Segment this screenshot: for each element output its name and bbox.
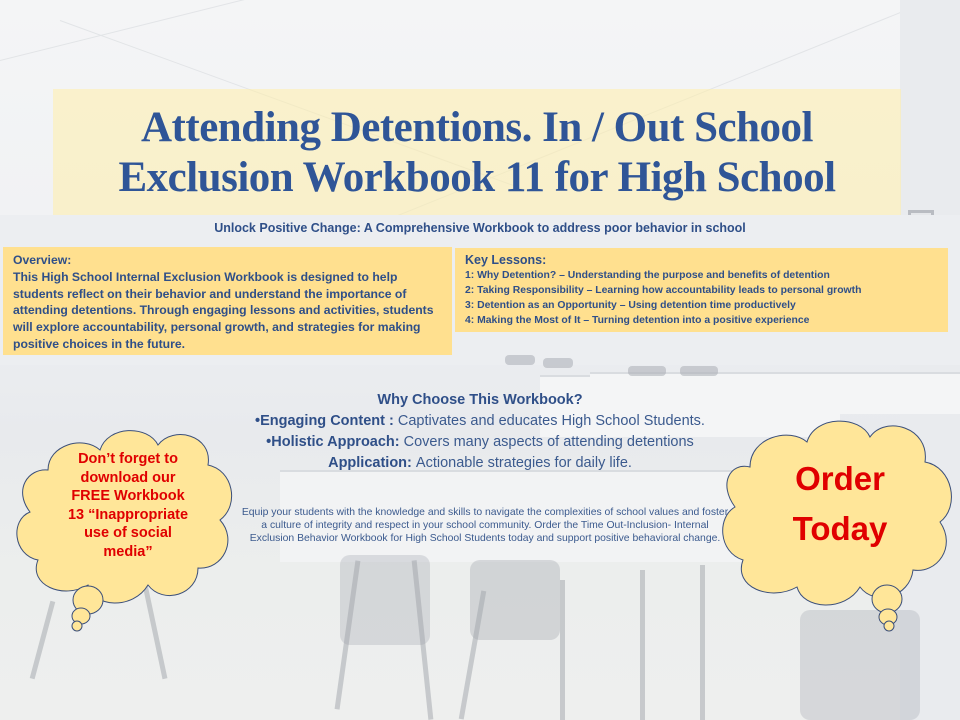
- bullet: •: [266, 434, 272, 450]
- why-point-text: Actionable strategies for daily life.: [415, 455, 632, 471]
- cloud-line: download our: [80, 469, 176, 486]
- why-point: [200, 411, 760, 432]
- overview-panel: [3, 247, 452, 355]
- subtitle: Unlock Positive Change: A Comprehensive Workbook to address poor behavior in school: [214, 221, 746, 235]
- free-workbook-cloud[interactable]: [8, 420, 248, 635]
- why-point: [200, 432, 760, 453]
- page-title: [53, 103, 901, 203]
- chair: [680, 366, 718, 376]
- order-today-cloud[interactable]: [715, 412, 960, 637]
- cloud-line: media”: [103, 543, 153, 560]
- why-point-label: Holistic Approach:: [271, 434, 404, 450]
- key-lessons-heading: Key Lessons:: [465, 253, 547, 267]
- why-point-text: Covers many aspects of attending detentions: [403, 434, 694, 450]
- cloud-line: FREE Workbook: [71, 488, 185, 504]
- order-today-text: [735, 454, 945, 554]
- cloud-line: Don’t forget to: [78, 451, 178, 467]
- free-workbook-text: [28, 450, 228, 561]
- description-blurb: Equip your students with the knowledge and skills to navigate the complexities of school values and foster a culture of integrity and respect in your school community. Order the Time Out-Inclusion- Internal Exclusion Behavior Workbook for High School Students today and support positive behavioral change.: [241, 507, 729, 544]
- bullet: •: [255, 413, 261, 429]
- overview-heading: Overview:: [13, 253, 72, 267]
- cloud-line: use of social: [84, 525, 172, 541]
- cloud-line: Today: [792, 510, 888, 547]
- title-line-2: Exclusion Workbook 11 for High School: [118, 154, 836, 201]
- why-point: [200, 453, 760, 474]
- chair: [505, 355, 535, 365]
- cloud-line: Order: [795, 460, 885, 497]
- chair-leg: [560, 580, 565, 720]
- why-point-text: Captivates and educates High School Students.: [397, 413, 705, 429]
- overview-body: This High School Internal Exclusion Workbook is designed to help students reflect on their behavior and understand the importance of attending detentions. Through engaging lessons and activities, students will explore accountability, personal growth, and strategies for making positive choices in the future.: [13, 269, 434, 351]
- key-lessons-panel: [455, 248, 948, 332]
- ceiling-line: [0, 0, 408, 61]
- why-point-label: Application:: [328, 455, 416, 471]
- lesson-item: 3: Detention as an Opportunity – Using detention time productively: [465, 300, 796, 311]
- table-leg: [700, 565, 705, 720]
- why-choose-heading: Why Choose This Workbook?: [377, 392, 583, 408]
- lesson-item: 4: Making the Most of It – Turning detention into a positive experience: [465, 315, 810, 326]
- title-line-1: Attending Detentions. In / Out School: [141, 104, 813, 151]
- why-point-label: Engaging Content :: [260, 413, 398, 429]
- chair: [628, 366, 666, 376]
- cloud-line: 13 “Inappropriate: [67, 506, 189, 523]
- lesson-item: 2: Taking Responsibility – Learning how accountability leads to personal growth: [465, 285, 862, 296]
- lesson-item: 1: Why Detention? – Understanding the purpose and benefits of detention: [465, 270, 830, 281]
- table-leg: [640, 570, 645, 720]
- why-choose-section: [200, 390, 760, 474]
- chair: [543, 358, 573, 368]
